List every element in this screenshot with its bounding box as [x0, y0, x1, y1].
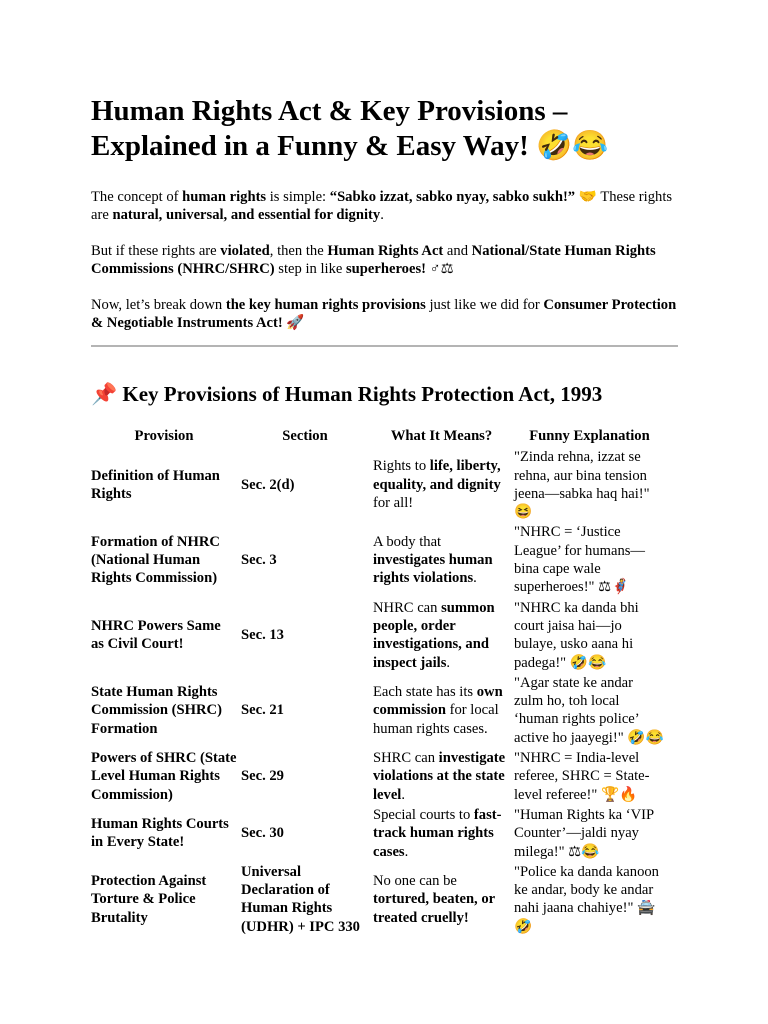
intro-section — [91, 188, 678, 332]
meaning-cell-bold-text: own commission — [373, 684, 503, 719]
funny-explanation-cell: "Zinda rehna, izzat se rehna, aur bina tension jeena—sabka haq hai!" 😆 — [514, 449, 650, 521]
section-cell: Sec. 21 — [241, 702, 284, 719]
meaning-cell-text: for all! — [373, 495, 414, 512]
meaning-cell — [371, 805, 512, 862]
table-row — [89, 862, 667, 937]
table-row — [89, 748, 667, 805]
meaning-cell-bold-text: investigate violations at the state level — [373, 750, 506, 803]
intro-paragraph-text: , then the — [269, 243, 328, 259]
meaning-cell — [371, 522, 512, 597]
section-cell: Sec. 13 — [241, 627, 284, 644]
meaning-cell-text: A body that — [373, 533, 442, 550]
section-cell: Universal Declaration of Human Rights (UDHR) + IPC 330 — [241, 863, 360, 935]
meaning-cell-text: . — [446, 654, 451, 671]
intro-paragraph — [91, 296, 678, 332]
intro-paragraph-text: ♂⚖ — [426, 261, 454, 277]
meaning-cell-text: . — [401, 786, 406, 803]
table-row — [89, 598, 667, 673]
table-row — [89, 805, 667, 862]
meaning-cell — [371, 673, 512, 748]
funny-explanation-cell: "NHRC = India-level referee, SHRC = State-level referee!" 🏆🔥 — [514, 750, 650, 803]
meaning-cell-bold-text: tortured, beaten, or treated cruelly! — [373, 891, 495, 926]
intro-paragraph-text: But if these rights are — [91, 243, 221, 259]
meaning-cell-bold-text: fast-track human rights cases — [373, 806, 502, 860]
intro-paragraph-text: just like we did for — [425, 297, 544, 313]
intro-paragraph-bold-text: Consumer Protection & Negotiable Instruments Act! — [91, 297, 677, 331]
section-cell: Sec. 30 — [241, 825, 284, 842]
intro-paragraph — [91, 188, 678, 224]
meaning-cell — [371, 598, 512, 673]
intro-paragraph-text: The concept of — [91, 189, 183, 205]
meaning-cell-bold-text: summon people, order investigations, and inspect jails — [373, 599, 495, 671]
funny-explanation-cell: "NHRC ka danda bhi court jaisa hai—jo bulaye, usko aana hi padega!" 🤣😂 — [514, 599, 639, 671]
provision-cell: Human Rights Courts in Every State! — [91, 816, 229, 851]
page-title-line-1: Human Rights Act & Key Provisions – — [91, 95, 568, 127]
intro-paragraph-text: is simple: — [266, 189, 330, 205]
table-row — [89, 673, 667, 748]
table-row — [89, 447, 667, 522]
provision-cell: Formation of NHRC (National Human Rights Commission) — [91, 533, 220, 587]
intro-paragraph-bold-text: superheroes! — [346, 261, 426, 277]
intro-paragraph-bold-text: natural, universal, and essential for dignity — [112, 207, 381, 223]
intro-paragraph-text: 🚀 — [282, 315, 305, 331]
meaning-cell-text: . — [404, 843, 409, 860]
intro-paragraph-bold-text: Human Rights Act — [327, 243, 444, 259]
meaning-cell-text: . — [473, 570, 477, 587]
column-header-section: Section — [282, 428, 328, 444]
table-body — [89, 447, 667, 937]
provision-cell: Powers of SHRC (State Level Human Rights Commission) — [91, 750, 237, 803]
meaning-cell-text: SHRC can — [373, 750, 439, 767]
meaning-cell-text: Special courts to — [373, 806, 474, 823]
intro-paragraph-text: 🤝 These rights are — [91, 189, 673, 223]
meaning-cell — [371, 862, 512, 937]
page-title — [91, 0, 678, 164]
section-heading: 📌 Key Provisions of Human Rights Protection Act, 1993 — [91, 382, 603, 406]
provision-cell: NHRC Powers Same as Civil Court! — [91, 617, 221, 653]
meaning-cell — [371, 748, 512, 805]
table-header-row — [89, 425, 667, 447]
meaning-cell-text: Rights to — [373, 458, 430, 475]
section-cell: Sec. 2(d) — [241, 476, 295, 493]
provisions-table — [89, 425, 667, 937]
column-header-meaning: What It Means? — [390, 428, 493, 444]
meaning-cell-bold-text: life, liberty, equality, and dignity — [373, 458, 501, 493]
intro-paragraph-text: and — [443, 243, 472, 259]
intro-paragraph-text: . — [380, 207, 384, 223]
page-title-line-2: Explained in a Funny & Easy Way! 🤣😂 — [91, 130, 609, 162]
funny-explanation-cell: "Police ka danda kanoon ke andar, body ke andar nahi jaana chahiye!" 🚔🤣 — [514, 863, 659, 935]
intro-paragraph — [91, 242, 678, 278]
table-row — [89, 522, 667, 597]
intro-paragraph-bold-text: violated — [220, 243, 270, 259]
funny-explanation-cell: "Human Rights ka ‘VIP Counter’—jaldi nyay milega!" ⚖😂 — [514, 806, 654, 860]
column-header-provision: Provision — [134, 428, 194, 444]
section-cell: Sec. 3 — [241, 551, 277, 568]
meaning-cell-text: Each state has its — [373, 684, 477, 700]
funny-explanation-cell: "NHRC = ‘Justice League’ for humans—bina cape wale superheroes!" ⚖🦸 — [514, 524, 646, 596]
section-cell: Sec. 29 — [241, 768, 284, 785]
meaning-cell-text: for local human rights cases. — [373, 702, 499, 737]
provision-cell: State Human Rights Commission (SHRC) Formation — [91, 684, 222, 737]
intro-paragraph-bold-text: the key human rights provisions — [225, 297, 426, 313]
intro-paragraph-text: Now, let’s break down — [91, 297, 226, 313]
intro-paragraph-bold-text: National/State Human Rights Commissions (NHRC/SHRC) — [91, 243, 656, 277]
column-header-funny: Funny Explanation — [529, 428, 650, 444]
meaning-cell — [371, 447, 512, 522]
intro-paragraph-bold-text: “Sabko izzat, sabko nyay, sabko sukh!” — [329, 189, 576, 205]
meaning-cell-text: No one can be — [373, 872, 457, 889]
meaning-cell-text: NHRC can — [373, 599, 442, 616]
provision-cell: Definition of Human Rights — [91, 467, 220, 502]
intro-paragraph-text: step in like — [274, 261, 346, 277]
funny-explanation-cell: "Agar state ke andar zulm ho, toh local ‘human rights police’ active ho jaayegi!" 🤣😂 — [514, 674, 664, 746]
provision-cell: Protection Against Torture & Police Brutality — [91, 872, 207, 926]
meaning-cell-bold-text: investigates human rights violations — [373, 551, 493, 587]
section-divider — [91, 345, 678, 347]
intro-paragraph-bold-text: human rights — [182, 189, 267, 205]
